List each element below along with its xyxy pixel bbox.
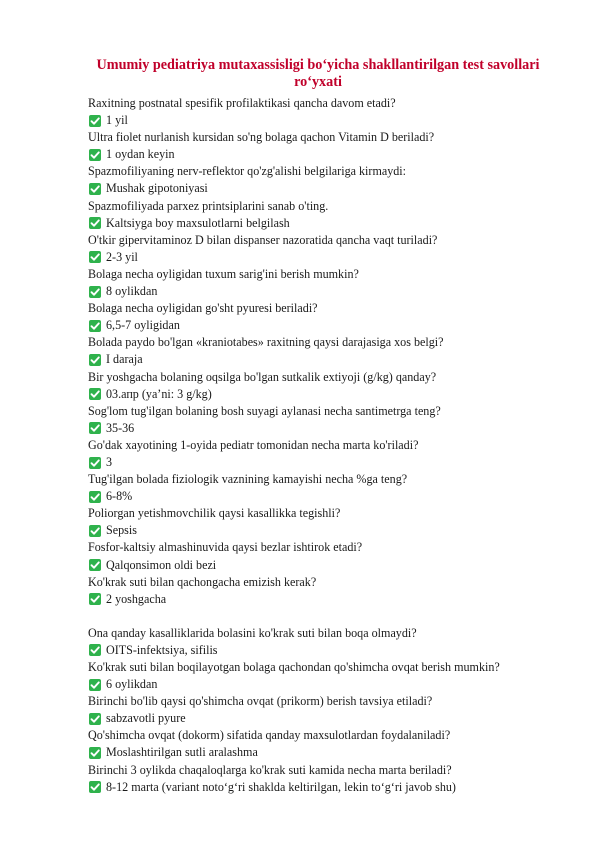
check-mark-icon xyxy=(89,679,101,691)
answer-row xyxy=(88,710,558,727)
question-text: Spazmofiliyada parxez printsiplarini sanab o'ting. xyxy=(88,198,329,213)
answer-row xyxy=(88,351,558,368)
answer-row xyxy=(88,488,558,505)
answer-row xyxy=(88,180,558,197)
check-mark-icon xyxy=(89,286,101,298)
check-mark-icon xyxy=(89,644,101,656)
answer-row xyxy=(88,676,558,693)
answer-row xyxy=(88,454,558,471)
answer-row xyxy=(88,386,558,403)
answer-text: Mushak gipotoniyasi xyxy=(106,181,208,196)
check-mark-icon xyxy=(89,747,101,759)
answer-row xyxy=(88,744,558,761)
question-text: Qo'shimcha ovqat (dokorm) sifatida qanday maxsulotlardan foydalaniladi? xyxy=(88,728,451,743)
check-mark-icon xyxy=(89,457,101,469)
answer-text: Moslashtirilgan sutli aralashma xyxy=(106,745,258,760)
answer-text: 03.апр (ya’ni: 3 g/kg) xyxy=(106,386,212,401)
answer-text: I daraja xyxy=(106,352,143,367)
answer-row xyxy=(88,642,558,659)
answer-text: 8-12 marta (variant noto‘g‘ri shaklda keltirilgan, lekin to‘g‘ri javob shu) xyxy=(106,779,456,794)
question-text: Ko'krak suti bilan qachongacha emizish kerak? xyxy=(88,574,317,589)
check-mark-icon xyxy=(89,593,101,605)
answer-row xyxy=(88,591,558,608)
answer-text: 35-36 xyxy=(106,420,135,435)
question-text: Bir yoshgacha bolaning oqsilga bo'lgan sutkalik extiyoji (g/kg) qanday? xyxy=(88,369,437,384)
question-text: Sog'lom tug'ilgan bolaning bosh suyagi aylanasi necha santimetrga teng? xyxy=(88,403,441,418)
question-text: Raxitning postnatal spesifik profilaktikasi qancha davom etadi? xyxy=(88,96,396,110)
answer-row xyxy=(88,215,558,232)
document-title: Umumiy pediatriya mutaxassisligi bo‘yicha shakllantirilgan test savollari ro‘yxati xyxy=(96,57,540,90)
answer-text: 1 yil xyxy=(106,113,128,128)
question-text: Poliorgan yetishmovchilik qaysi kasallikka tegishli? xyxy=(88,506,341,521)
check-mark-icon xyxy=(89,115,101,127)
check-mark-icon xyxy=(89,251,101,263)
answer-text: 8 oylikdan xyxy=(106,284,158,299)
answer-row xyxy=(88,146,558,163)
check-mark-icon xyxy=(89,422,101,434)
answer-row xyxy=(88,522,558,539)
answer-text: 6,5-7 oyligidan xyxy=(106,318,180,333)
question-list xyxy=(88,95,558,796)
answer-text: Sepsis xyxy=(106,523,137,538)
check-mark-icon xyxy=(89,320,101,332)
answer-text: 3 xyxy=(106,454,113,469)
answer-text: Kaltsiyga boy maxsulotlarni belgilash xyxy=(106,215,290,230)
question-text: Fosfor-kaltsiy almashinuvida qaysi bezlar ishtirok etadi? xyxy=(88,540,363,555)
check-mark-icon xyxy=(89,491,101,503)
check-mark-icon xyxy=(89,781,101,793)
check-mark-icon xyxy=(89,713,101,725)
answer-row xyxy=(88,317,558,334)
question-text: Spazmofiliyaning nerv-reflektor qo'zg'alishi belgilariga kirmaydi: xyxy=(88,164,407,179)
answer-row xyxy=(88,420,558,437)
check-mark-icon xyxy=(89,149,101,161)
answer-text: Qalqonsimon oldi bezi xyxy=(106,557,217,572)
check-mark-icon xyxy=(89,388,101,400)
question-text: Go'dak xayotining 1-oyida pediatr tomonidan necha marta ko'riladi? xyxy=(88,437,419,452)
answer-row xyxy=(88,779,558,796)
blank-line xyxy=(88,608,558,625)
answer-text: 2-3 yil xyxy=(106,249,138,264)
answer-text: 1 oydan keyin xyxy=(106,147,175,162)
answer-text: OITS-infektsiya, sifilis xyxy=(106,642,218,657)
question-text: Tug'ilgan bolada fiziologik vaznining kamayishi necha %ga teng? xyxy=(88,472,408,487)
question-text: Ultra fiolet nurlanish kursidan so'ng bolaga qachon Vitamin D beriladi? xyxy=(88,130,435,145)
question-text: O'tkir gipervitaminoz D bilan dispanser nazoratida qancha vaqt turiladi? xyxy=(88,232,438,247)
check-mark-icon xyxy=(89,217,101,229)
answer-row xyxy=(88,557,558,574)
answer-row xyxy=(88,249,558,266)
question-text: Birinchi bo'lib qaysi qo'shimcha ovqat (prikorm) berish tavsiya etiladi? xyxy=(88,694,433,709)
question-text: Ko'krak suti bilan boqilayotgan bolaga qachondan qo'shimcha ovqat berish mumkin? xyxy=(88,660,500,674)
question-text: Birinchi 3 oylikda chaqaloqlarga ko'krak suti kamida necha marta beriladi? xyxy=(88,762,452,777)
check-mark-icon xyxy=(89,354,101,366)
question-text: Bolaga necha oyligidan go'sht pyuresi beriladi? xyxy=(88,301,318,316)
check-mark-icon xyxy=(89,559,101,571)
answer-row xyxy=(88,112,558,129)
answer-text: 6-8% xyxy=(106,489,133,504)
answer-row xyxy=(88,283,558,300)
question-text: Bolada paydo bo'lgan «kraniotabes» raxitning qaysi darajasiga xos belgi? xyxy=(88,335,444,350)
question-text: Bolaga necha oyligidan tuxum sarig'ini berish mumkin? xyxy=(88,266,359,281)
answer-text: sabzavotli pyure xyxy=(106,711,186,726)
check-mark-icon xyxy=(89,183,101,195)
answer-text: 6 oylikdan xyxy=(106,677,158,692)
check-mark-icon xyxy=(89,525,101,537)
question-text: Ona qanday kasalliklarida bolasini ko'krak suti bilan boqa olmaydi? xyxy=(88,625,417,640)
answer-text: 2 yoshgacha xyxy=(106,591,167,606)
